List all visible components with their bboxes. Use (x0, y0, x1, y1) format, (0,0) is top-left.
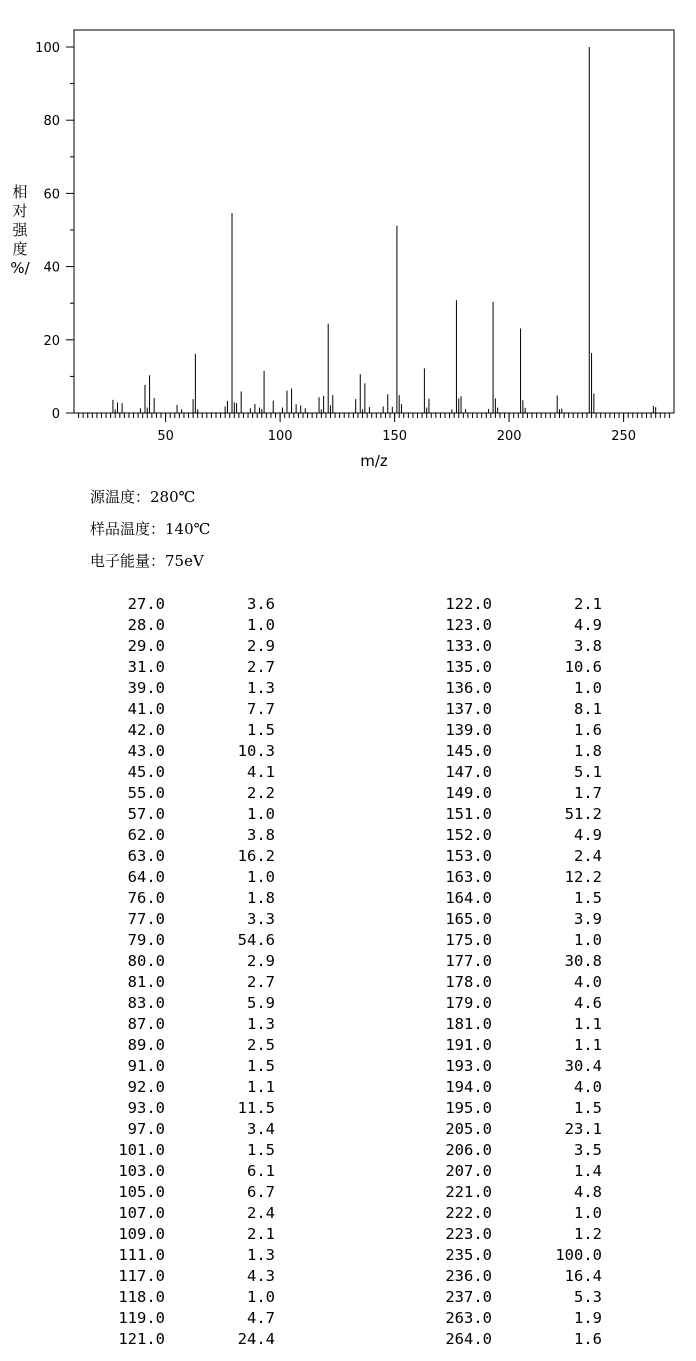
peak-row (85, 762, 275, 783)
peak-row (85, 1224, 275, 1245)
peak-abundance: 2.7 (247, 973, 275, 991)
peak-mz: 193.0 (445, 1057, 492, 1075)
peak-row (412, 846, 602, 867)
peak-row (412, 1266, 602, 1287)
peak-abundance: 2.4 (247, 1204, 275, 1222)
peak-mz: 222.0 (445, 1204, 492, 1222)
peak-mz: 76.0 (127, 889, 165, 907)
peak-row (85, 1182, 275, 1203)
y-label-char: %/ (10, 259, 30, 277)
y-ticks (35, 41, 74, 422)
y-label-char: 相 (12, 183, 28, 201)
peak-mz: 135.0 (445, 658, 492, 676)
peak-row (85, 1014, 275, 1035)
peak-mz: 119.0 (118, 1309, 165, 1327)
peak-mz: 207.0 (445, 1162, 492, 1180)
peak-row (85, 1119, 275, 1140)
peak-abundance: 7.7 (247, 700, 275, 718)
peak-mz: 178.0 (445, 973, 492, 991)
peak-abundance: 2.2 (247, 784, 275, 802)
peak-abundance: 1.0 (574, 679, 602, 697)
peak-row (412, 930, 602, 951)
x-tick-label: 50 (157, 429, 174, 444)
peak-mz: 191.0 (445, 1036, 492, 1054)
peak-abundance: 12.2 (564, 868, 602, 886)
peak-row (412, 1182, 602, 1203)
peak-mz: 39.0 (127, 679, 165, 697)
peak-abundance: 23.1 (564, 1120, 602, 1138)
peak-mz: 79.0 (127, 931, 165, 949)
peak-mz: 107.0 (118, 1204, 165, 1222)
peak-row (85, 909, 275, 930)
peak-mz: 45.0 (127, 763, 165, 781)
peak-abundance: 4.0 (574, 1078, 602, 1096)
peak-mz: 137.0 (445, 700, 492, 718)
peak-abundance: 4.7 (247, 1309, 275, 1327)
peak-abundance: 4.6 (574, 994, 602, 1012)
peak-row (412, 1119, 602, 1140)
x-minor-ticks (79, 413, 670, 418)
peak-abundance: 1.5 (247, 1057, 275, 1075)
peak-mz: 80.0 (127, 952, 165, 970)
peak-mz: 109.0 (118, 1225, 165, 1243)
peak-mz: 43.0 (127, 742, 165, 760)
peak-row (412, 783, 602, 804)
peak-mz: 165.0 (445, 910, 492, 928)
peak-abundance: 16.2 (237, 847, 275, 865)
peak-row (85, 867, 275, 888)
peak-abundance: 2.1 (574, 595, 602, 613)
peak-mz: 57.0 (127, 805, 165, 823)
peak-mz: 118.0 (118, 1288, 165, 1306)
peak-row (412, 720, 602, 741)
peak-abundance: 3.6 (247, 595, 275, 613)
peak-abundance: 6.1 (247, 1162, 275, 1180)
peak-mz: 97.0 (127, 1120, 165, 1138)
peak-mz: 63.0 (127, 847, 165, 865)
peak-mz: 133.0 (445, 637, 492, 655)
peak-abundance: 4.8 (574, 1183, 602, 1201)
peak-row (412, 1203, 602, 1224)
peak-abundance: 1.5 (247, 721, 275, 739)
peak-abundance: 1.2 (574, 1225, 602, 1243)
peak-row (85, 1161, 275, 1182)
peak-row (85, 1140, 275, 1161)
peak-mz: 206.0 (445, 1141, 492, 1159)
peak-row (85, 1245, 275, 1266)
peak-abundance: 3.9 (574, 910, 602, 928)
peak-row (412, 1014, 602, 1035)
peak-mz: 195.0 (445, 1099, 492, 1117)
peak-mz: 101.0 (118, 1141, 165, 1159)
peak-row (412, 1140, 602, 1161)
peak-row (85, 972, 275, 993)
peak-abundance: 1.9 (574, 1309, 602, 1327)
peak-row (85, 699, 275, 720)
peak-abundance: 1.1 (574, 1036, 602, 1054)
mass-spectrum-chart (0, 0, 696, 480)
peak-row (412, 804, 602, 825)
peak-mz: 145.0 (445, 742, 492, 760)
peak-mz: 263.0 (445, 1309, 492, 1327)
peak-abundance: 1.5 (574, 889, 602, 907)
peak-mz: 89.0 (127, 1036, 165, 1054)
peak-mz: 81.0 (127, 973, 165, 991)
peak-abundance: 100.0 (555, 1246, 602, 1264)
peak-mz: 149.0 (445, 784, 492, 802)
peak-abundance: 10.6 (564, 658, 602, 676)
peak-row (85, 594, 275, 615)
peak-abundance: 1.4 (574, 1162, 602, 1180)
peak-row (412, 1329, 602, 1350)
peak-row (412, 909, 602, 930)
x-axis-label: m/z (360, 452, 388, 470)
peak-abundance: 2.1 (247, 1225, 275, 1243)
y-tick-label: 60 (43, 187, 60, 203)
x-tick-label: 100 (267, 429, 293, 444)
peak-mz: 152.0 (445, 826, 492, 844)
peak-row (85, 636, 275, 657)
peak-mz: 64.0 (127, 868, 165, 886)
x-tick-label: 250 (611, 429, 637, 444)
peak-row (85, 804, 275, 825)
peak-row (412, 741, 602, 762)
peak-row (85, 1329, 275, 1350)
peak-abundance: 8.1 (574, 700, 602, 718)
y-label-char: 强 (12, 221, 28, 239)
peak-row (412, 636, 602, 657)
peak-table-right (412, 594, 602, 1350)
peak-abundance: 51.2 (564, 805, 602, 823)
peak-abundance: 1.0 (574, 931, 602, 949)
plot-frame (74, 30, 674, 413)
peak-abundance: 4.3 (247, 1267, 275, 1285)
peak-row (412, 972, 602, 993)
peak-mz: 181.0 (445, 1015, 492, 1033)
peak-mz: 153.0 (445, 847, 492, 865)
peak-abundance: 11.5 (237, 1099, 275, 1117)
peak-abundance: 30.8 (564, 952, 602, 970)
y-label-char: 对 (12, 202, 28, 220)
peak-abundance: 1.0 (247, 616, 275, 634)
peak-mz: 105.0 (118, 1183, 165, 1201)
peak-row (85, 1266, 275, 1287)
peak-mz: 123.0 (445, 616, 492, 634)
peak-row (85, 993, 275, 1014)
peak-mz: 139.0 (445, 721, 492, 739)
peak-mz: 163.0 (445, 868, 492, 886)
peak-row (85, 825, 275, 846)
peak-abundance: 3.8 (247, 826, 275, 844)
peak-abundance: 1.8 (247, 889, 275, 907)
x-tick-label: 150 (382, 429, 408, 444)
peak-mz: 136.0 (445, 679, 492, 697)
peak-abundance: 3.4 (247, 1120, 275, 1138)
peak-mz: 87.0 (127, 1015, 165, 1033)
sample-temperature: 样品温度：140℃ (90, 520, 211, 538)
peak-mz: 92.0 (127, 1078, 165, 1096)
peak-row (412, 1224, 602, 1245)
peak-abundance: 10.3 (237, 742, 275, 760)
peak-mz: 111.0 (118, 1246, 165, 1264)
peak-row (85, 1056, 275, 1077)
peak-row (412, 867, 602, 888)
peak-row (85, 1077, 275, 1098)
peak-abundance: 1.1 (247, 1078, 275, 1096)
peak-abundance: 1.3 (247, 1246, 275, 1264)
peak-row (412, 888, 602, 909)
peak-abundance: 2.4 (574, 847, 602, 865)
peak-row (412, 699, 602, 720)
peak-row (412, 825, 602, 846)
peak-row (412, 993, 602, 1014)
peak-abundance: 5.1 (574, 763, 602, 781)
peak-abundance: 4.9 (574, 826, 602, 844)
peak-mz: 147.0 (445, 763, 492, 781)
peak-row (85, 1203, 275, 1224)
peak-mz: 103.0 (118, 1162, 165, 1180)
peak-abundance: 4.1 (247, 763, 275, 781)
peak-mz: 121.0 (118, 1330, 165, 1348)
peak-row (85, 678, 275, 699)
peak-abundance: 1.3 (247, 679, 275, 697)
peak-abundance: 1.6 (574, 721, 602, 739)
peak-mz: 117.0 (118, 1267, 165, 1285)
peak-abundance: 1.0 (247, 868, 275, 886)
peak-row (85, 888, 275, 909)
y-label-char: 度 (12, 240, 28, 258)
peak-row (85, 846, 275, 867)
peak-mz: 194.0 (445, 1078, 492, 1096)
peak-mz: 62.0 (127, 826, 165, 844)
peak-abundance: 24.4 (237, 1330, 275, 1348)
peak-mz: 41.0 (127, 700, 165, 718)
peak-row (412, 1161, 602, 1182)
peak-abundance: 4.9 (574, 616, 602, 634)
peak-abundance: 5.3 (574, 1288, 602, 1306)
peak-mz: 236.0 (445, 1267, 492, 1285)
peak-mz: 91.0 (127, 1057, 165, 1075)
peak-row (85, 1098, 275, 1119)
peak-abundance: 3.5 (574, 1141, 602, 1159)
peak-row (412, 615, 602, 636)
peak-row (412, 1056, 602, 1077)
peak-mz: 42.0 (127, 721, 165, 739)
peak-abundance: 1.0 (574, 1204, 602, 1222)
peak-abundance: 6.7 (247, 1183, 275, 1201)
peak-abundance: 16.4 (564, 1267, 602, 1285)
peak-row (412, 1077, 602, 1098)
peak-row (85, 951, 275, 972)
peak-table-left (85, 594, 275, 1350)
y-axis-label (10, 183, 30, 277)
peak-row (85, 720, 275, 741)
peak-row (85, 783, 275, 804)
peak-abundance: 1.5 (247, 1141, 275, 1159)
peak-row (85, 1035, 275, 1056)
peak-row (412, 1098, 602, 1119)
peak-abundance: 5.9 (247, 994, 275, 1012)
peak-abundance: 1.1 (574, 1015, 602, 1033)
y-tick-label: 40 (43, 260, 60, 276)
peak-mz: 179.0 (445, 994, 492, 1012)
peak-mz: 93.0 (127, 1099, 165, 1117)
peak-abundance: 1.6 (574, 1330, 602, 1348)
y-tick-label: 80 (43, 114, 60, 130)
peak-mz: 205.0 (445, 1120, 492, 1138)
peak-abundance: 2.5 (247, 1036, 275, 1054)
peak-row (85, 1287, 275, 1308)
peak-mz: 29.0 (127, 637, 165, 655)
peak-mz: 27.0 (127, 595, 165, 613)
peak-abundance: 3.8 (574, 637, 602, 655)
y-tick-label: 20 (43, 333, 60, 349)
peak-abundance: 2.9 (247, 952, 275, 970)
peak-abundance: 1.0 (247, 805, 275, 823)
peak-row (85, 1308, 275, 1329)
peak-row (412, 1035, 602, 1056)
peak-row (412, 1287, 602, 1308)
peak-row (85, 741, 275, 762)
peak-abundance: 2.7 (247, 658, 275, 676)
peak-abundance: 1.8 (574, 742, 602, 760)
peak-mz: 83.0 (127, 994, 165, 1012)
peak-abundance: 4.0 (574, 973, 602, 991)
peak-mz: 77.0 (127, 910, 165, 928)
peak-mz: 55.0 (127, 784, 165, 802)
peak-row (412, 594, 602, 615)
peak-abundance: 3.3 (247, 910, 275, 928)
peak-row (85, 615, 275, 636)
peak-row (412, 1245, 602, 1266)
peak-row (412, 762, 602, 783)
peak-abundance: 1.0 (247, 1288, 275, 1306)
peak-row (412, 951, 602, 972)
peak-abundance: 1.3 (247, 1015, 275, 1033)
peak-row (412, 657, 602, 678)
peak-abundance: 30.4 (564, 1057, 602, 1075)
y-tick-label: 100 (35, 41, 60, 56)
peak-mz: 237.0 (445, 1288, 492, 1306)
peak-mz: 164.0 (445, 889, 492, 907)
peak-row (85, 657, 275, 678)
peak-abundance: 54.6 (237, 931, 275, 949)
peak-mz: 31.0 (127, 658, 165, 676)
spectrum-bars (113, 47, 656, 413)
peak-row (412, 1308, 602, 1329)
electron-energy: 电子能量：75eV (90, 552, 204, 570)
source-temperature: 源温度：280℃ (90, 488, 196, 506)
peak-mz: 177.0 (445, 952, 492, 970)
peak-mz: 223.0 (445, 1225, 492, 1243)
peak-row (412, 678, 602, 699)
peak-mz: 264.0 (445, 1330, 492, 1348)
peak-mz: 175.0 (445, 931, 492, 949)
peak-mz: 221.0 (445, 1183, 492, 1201)
peak-abundance: 1.7 (574, 784, 602, 802)
y-tick-label: 0 (51, 407, 60, 422)
peak-mz: 28.0 (127, 616, 165, 634)
peak-row (85, 930, 275, 951)
peak-mz: 235.0 (445, 1246, 492, 1264)
peak-mz: 151.0 (445, 805, 492, 823)
peak-mz: 122.0 (445, 595, 492, 613)
peak-abundance: 2.9 (247, 637, 275, 655)
x-tick-label: 200 (496, 429, 522, 444)
peak-abundance: 1.5 (574, 1099, 602, 1117)
